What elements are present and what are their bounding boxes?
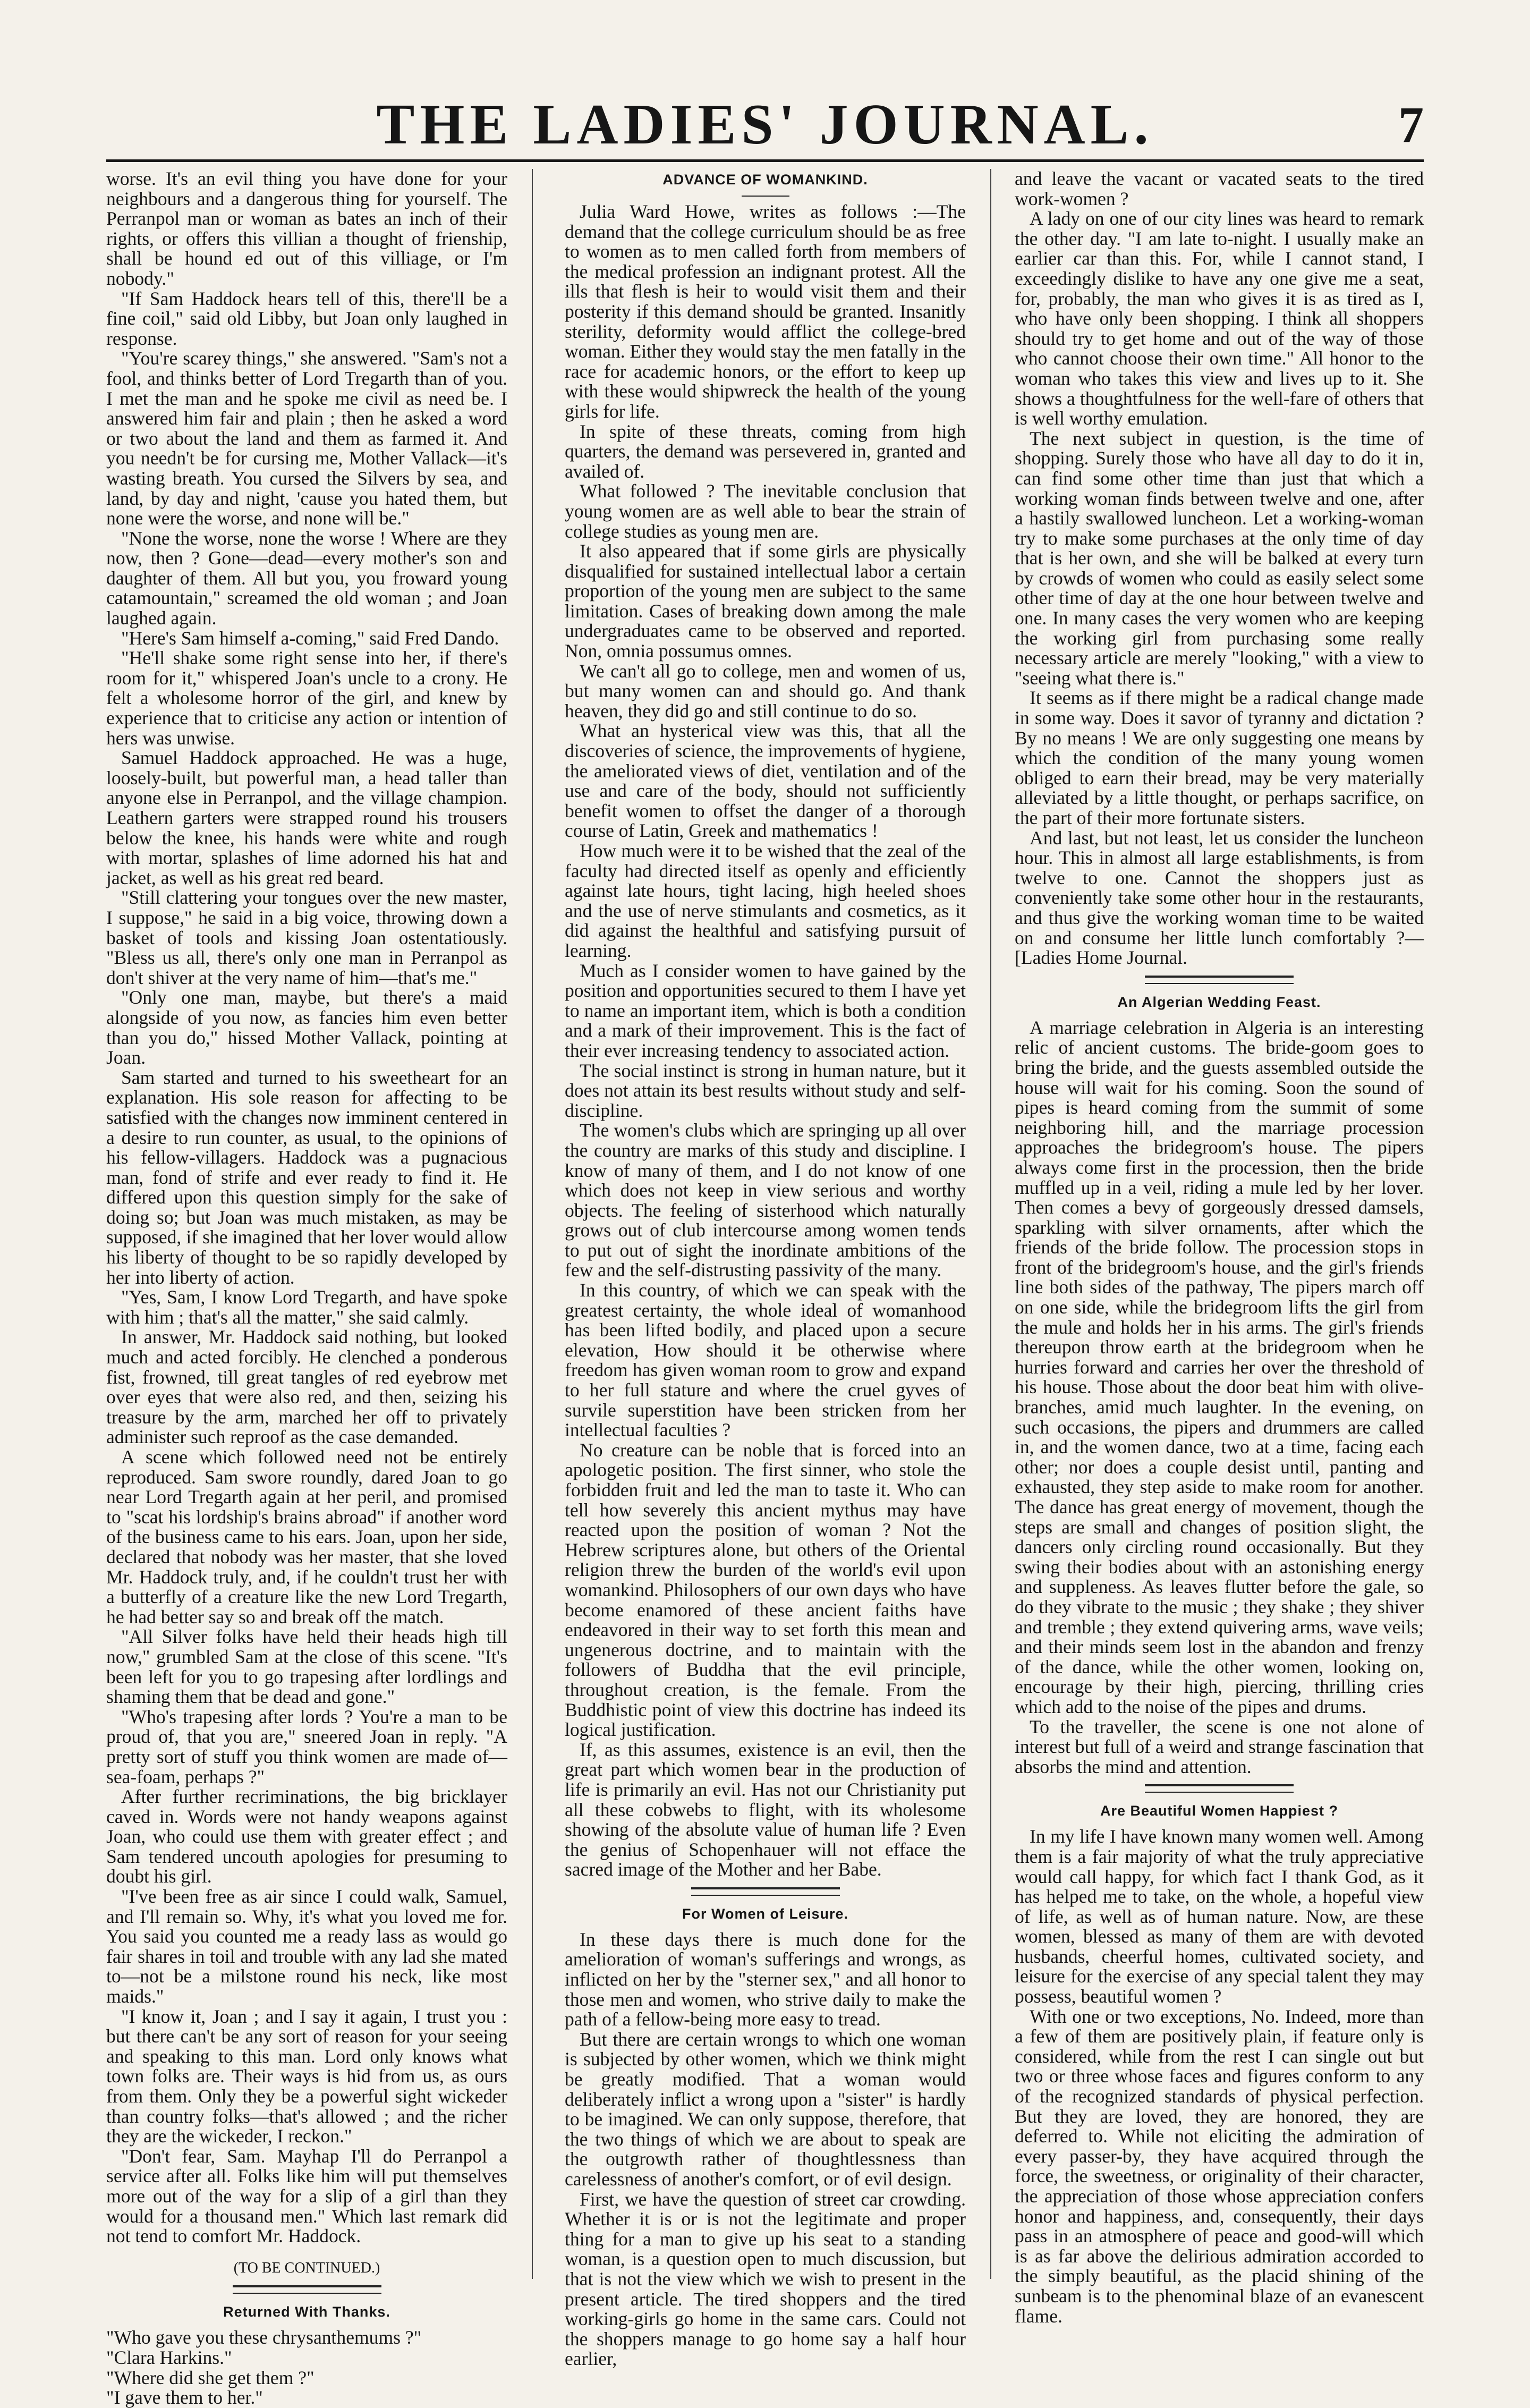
paragraph: "Who's trapesing after lords ? You're a man to be proud of, that you are," sneered Joan in reply. "A pretty sort of stuff you think women are made of—sea-foam, perhaps ?"	[106, 1706, 507, 1787]
verse	[106, 2328, 507, 2407]
paragraph: No creature can be noble that is forced into an apologetic position. The first sinner, who stole the forbidden fruit and led the man to taste it. Who can tell how severely this ancient mythus may have reacted upon the position of woman ? Not the Hebrew scriptures alone, but others of the Oriental religion threw the burden of the world's evil upon womankind. Philosophers of our own days who have become enamored of these ancient faiths have endeavored in their way to set forth this mean and ungenerous doctrine, and to maintain with the followers of Buddha that the evil principle, throughout creation, is the female. From the Buddhistic point of view this doctrine has indeed its logical justification.	[565, 1439, 966, 1741]
paragraph: A marriage celebration in Algeria is an interesting relic of ancient customs. The bride-goom goes to bring the bride, and the guests assembled outside the house will wait for his coming. Soon the sound of pipes is heard coming from the summit of some neighboring hill, and the marriage procession approaches the bridegroom's house. The pipers always come first in the procession, then the bride muffled up in a veil, riding a mule led by her lover. Then comes a bevy of gorgeously dressed damsels, sparkling with silver ornaments, after which the friends of the bride follow. The procession stops in front of the bridegroom's house, and the girl's friends line both sides of the pathway, The pipers march off on one side, while the bridegroom lifts the girl from the mule and holds her in his arms. The girl's friends thereupon throw earth at the bridegroom when he hurries forward and carries her over the threshold of his house. Those about the door beat him with olive-branches, amid much laughter. In the evening, on such occasions, the pipers and drummers are called in, and the women dance, two at a time, facing each other; nor does a couple desist until, panting and exhausted, they step aside to make room for another. The dance has great energy of movement, though the steps are small and changes of position slight, the dancers only circling round occasionally. But they swing their bodies about with an astonishing energy and suppleness. As leaves flutter before the gale, so do they vibrate to the music ; they shake ; they shiver and tremble ; they extend quivering arms, wave veils; and their minds seem lost in the abandon and frenzy of the dance, while the other women, looking on, encourage by their high, piercing, thrilling cries which add to the noise of the pipes and drums.	[1015, 1016, 1424, 1717]
masthead-rule	[106, 159, 1424, 162]
paragraph: "Yes, Sam, I know Lord Tregarth, and have spoke with him ; that's all the matter," she said calmly.	[106, 1286, 507, 1328]
paragraph: Julia Ward Howe, writes as follows :—The demand that the college curriculum should be as free to women as to men called forth from members of the medical profession an indignant protest. All the ills that flesh is heir to would visit them and their posterity if this demand should be granted. Insanitly sterility, deformity would afflict the college-bred woman. Either they would stay the men fatally in the race for academic honors, or the effort to keep up with these would shipwreck the health of the young girls for life.	[565, 201, 966, 422]
story-continuation	[106, 169, 507, 2246]
journal-title: THE LADIES' JOURNAL.	[376, 93, 1154, 156]
article-heading: ADVANCE OF WOMANKIND.	[662, 172, 868, 188]
paragraph: "Here's Sam himself a-coming," said Fred Dando.	[121, 627, 499, 649]
heading-rule	[742, 196, 789, 197]
section-rule	[1145, 976, 1294, 984]
paragraph: We can't all go to college, men and women of us, but many women can and should go. And thank heaven, they did go and still continue to do so.	[565, 660, 966, 722]
section-heading: Returned With Thanks.	[223, 2304, 390, 2320]
paragraph: In these days there is much done for the amelioration of woman's sufferings and wrongs, as inflicted on her by the "sterner sex," and all honor to those men and women, who strive daily to make the path of a fellow-being more easy to tread.	[565, 1928, 966, 2030]
section-heading: For Women of Leisure.	[682, 1905, 849, 1922]
paragraph: How much were it to be wished that the zeal of the faculty had directed itself as openly and efficiently against late hours, tight lacing, high heeled shoes and the use of nerve stimulants and cosmetics, as it did against the healthful and satisfying pursuit of learning.	[565, 840, 966, 961]
column-3	[1015, 168, 1424, 2327]
section-rule	[233, 2285, 381, 2294]
paragraph: If, as this assumes, existence is an evil, then the great part which women bear in the production of life is primarily an evil. Has not our Christianity put all these cobwebs to flight, with its wholesome showing of the absolute value of human life ? Even the genius of Schopenhauer will not efface the sacred image of the Mother and her Babe.	[565, 1739, 966, 1880]
paragraph: "He'll shake some right sense into her, if there's room for it," whispered Joan's uncle to a crony. He felt a wholesome horror of the girl, and knew by experience that to criticise any action or intention of hers was unwise.	[106, 647, 507, 749]
paragraph: "If Sam Haddock hears tell of this, there'll be a fine coil," said old Libby, but Joan only laughed in response.	[106, 287, 507, 349]
verse-line: "Clara Harkins."	[106, 2346, 232, 2368]
section-heading: Are Beautiful Women Happiest ?	[1100, 1803, 1339, 1819]
to-be-continued: (TO BE CONTINUED.)	[233, 2259, 380, 2276]
paragraph: "I've been free as air since I could walk, Samuel, and I'll remain so. Why, it's what you loved me for. You said you counted me a ready lass as would go fair shares in toil and trouble with any lad she mated to—not be a milstone round his neck, like most maids."	[106, 1886, 507, 2007]
verse-line: "Who gave you these chrysanthemums ?"	[106, 2327, 422, 2348]
paragraph: To the traveller, the scene is one not alone of interest but full of a weird and strange fascination that absorbs the mind and attention.	[1015, 1716, 1424, 1777]
paragraph: "You're scarey things," she answered. "Sam's not a fool, and thinks better of Lord Tregarth than of you. I met the man and he spoke me civil as need be. I answered him fair and plain ; then he asked a word or two about the land and them as farmed it. And you needn't be for cursing me, Mother Vallack—it's wasting breath. You cursed the Silvers by sea, and land, by day and night, 'cause you hated them, but none were the worse, and none will be."	[106, 347, 507, 529]
paragraph: In answer, Mr. Haddock said nothing, but looked much and acted forcibly. He clenched a ponderous fist, frowned, till great tangles of red eyebrow met over eyes that were also red, and then, seizing his treasure by the arm, marched her off to privately administer such reproof as the case demanded.	[106, 1326, 507, 1448]
page-number: 7	[1398, 96, 1424, 153]
paragraph: "All Silver folks have held their heads high till now," grumbled Sam at the close of this scene. "It's been left for you to go trapesing after lordlings and shaming them that be dead and gone."	[106, 1626, 507, 1708]
paragraph: What an hysterical view was this, that all the discoveries of science, the improvements of hygiene, the ameliorated views of diet, ventilation and of the use and care of the body, should not sufficiently benefit women to offset the danger of a thorough course of Latin, Greek and mathematics !	[565, 720, 966, 842]
paragraph: worse. It's an evil thing you have done for your neighbours and a dangerous thing for yourself. The Perranpol man or woman as bates an inch of their rights, or offers this villian a thought of frienship, shall be hound ed out of this villiage, or I'm nobody."	[106, 168, 507, 289]
section-rule	[1145, 1784, 1294, 1793]
paragraph: Sam started and turned to his sweetheart for an explanation. His sole reason for affecting to be satisfied with the changes now imminent centered in a desire to run counter, as usual, to the opinions of his fellow-villagers. Haddock was a pugnacious man, fond of strife and ever ready to find it. He differed upon this question simply for the sake of doing so; but Joan was much mistaken, as may be supposed, if she imagined that her lover would allow his liberty of thought to be so rapidly developed by her into liberty of action.	[106, 1066, 507, 1288]
section-rule	[691, 1887, 840, 1896]
column-divider	[990, 169, 991, 2279]
paragraph: In spite of these threats, coming from high quarters, the demand was persevered in, granted and availed of.	[565, 420, 966, 482]
verse-line: "I gave them to her."	[106, 2387, 263, 2408]
paragraph: "Still clattering your tongues over the new master, I suppose," he said in a big voice, throwing down a basket of tools and kissing Joan ostentatiously. "Bless us all, there's only one man in Perranpol as don't shiver at the very name of him—that's me."	[106, 887, 507, 988]
paragraph: "None the worse, none the worse ! Where are they now, then ? Gone—dead—every mother's son and daughter of them. All but you, you froward young catamountain," screamed the old woman ; and Joan laughed again.	[106, 527, 507, 629]
paragraph: First, we have the question of street car crowding. Whether it is or is not the legitimate and proper thing for a man to give up his seat to a standing woman, is a question open to much discussion, but that is not the view which we wish to present in the present article. The tired shoppers and the tired working-girls go home in the same cars. Could not the shoppers manage to go home say a half hour earlier,	[565, 2188, 966, 2370]
paragraph: The social instinct is strong in human nature, but it does not attain its best results without study and self-discipline.	[565, 1059, 966, 1121]
column-2	[565, 169, 966, 2370]
paragraph: The next subject in question, is the time of shopping. Surely those who have all day to do it in, can find some other time than just that which a working woman finds between twelve and one, after a hastily swallowed luncheon. Let a working-woman try to make some purchases at the only time of day that is her own, and she will be balked at every turn by crowds of women who could as easily select some other time of day at the one hour between twelve and one. In many cases the very women who are keeping the working girl from purchasing some really necessary article are merely "looking," with a view to "seeing what there is."	[1015, 427, 1424, 689]
paragraph: In my life I have known many women well. Among them is a fair majority of what the truly appreciative would call happy, for which fact I thank God, as it has helped me to take, on the whole, a hopeful view of life, as well as of human nature. Now, are these women, blessed as many of them are with devoted husbands, cheerful homes, cultivated society, and leisure for the exercise of any special talent they may possess, beautiful women ?	[1015, 1826, 1424, 2007]
paragraph: With one or two exceptions, No. Indeed, more than a few of them are positively plain, if feature only is considered, while from the rest I can single out but two or three whose faces and figures conform to any of the recognized standards of physical perfection. But they are loved, they are honored, they are deferred to. While not eliciting the admiration of every passer-by, they have acquired through the force, the sweetness, or originality of their character, the appreciation of those whose appreciation confers honor and happiness, and, consequently, their days pass in an atmosphere of peace and good-will which is as far above the delirious admiration accorded to the simply beautiful, as the placid shining of the sunbeam is to the phenominal blaze of an evanescent flame.	[1015, 2005, 1424, 2327]
section-heading: An Algerian Wedding Feast.	[1117, 994, 1321, 1010]
masthead	[106, 90, 1424, 159]
paragraph: But there are certain wrongs to which one woman is subjected by other women, which we think might be greatly modified. That a woman would deliberately inflict a wrong upon a "sister" is hardly to be imagined. We can only suppose, therefore, that the two things of which we are about to speak are the outgrowth rather of thoughtlessness than carelessness of another's comfort, or of evil design.	[565, 2028, 966, 2190]
paragraph: After further recriminations, the big bricklayer caved in. Words were not handy weapons against Joan, who could use them with greater effect ; and Sam tendered uncouth apologies for presuming to doubt his girl.	[106, 1786, 507, 1887]
paragraph: In this country, of which we can speak with the greatest certainty, the whole ideal of womanhood has been lifted bodily, and placed upon a secure elevation, How should it be otherwise where freedom has given woman room to grow and expand to her full stature and where the cruel gyves of survile superstition have been stricken from her intellectual faculties ?	[565, 1279, 966, 1441]
paragraph: "Only one man, maybe, but there's a maid alongside of you now, as fancies him even better than you do," hissed Mother Vallack, pointing at Joan.	[106, 987, 507, 1069]
paragraph: "I know it, Joan ; and I say it again, I trust you : but there can't be any sort of reason for your seeing and speaking to this man. Lord only knows what town folks are. Their ways is hid from us, as ours from them. Only they be a powerful sight wickeder than country folks—that's allowed ; and the richer they are the wickeder, I reckon."	[106, 2005, 507, 2147]
paragraph: Samuel Haddock approached. He was a huge, loosely-built, but powerful man, a head taller than anyone else in Perranpol, and the village champion. Leathern garters were strapped round his trousers below the knee, his hands were white and rough with mortar, splashes of lime adorned his hat and jacket, as well as his great red beard.	[106, 747, 507, 888]
paragraph: "Don't fear, Sam. Mayhap I'll do Perranpol a service after all. Folks like him will put themselves more out of the way for a slip of a girl than they would for a thousand men." Which last remark did not tend to comfort Mr. Haddock.	[106, 2145, 507, 2247]
paragraph: What followed ? The inevitable conclusion that young women are as well able to bear the strain of college studies as young men are.	[565, 480, 966, 542]
paragraph: It also appeared that if some girls are physically disqualified for sustained intellectual labor a certain proportion of the young men are subject to the same limitation. Cases of breaking down among the male undergraduates came to be observed and reported. Non, omnia possumus omnes.	[565, 540, 966, 662]
column-divider	[532, 169, 533, 2279]
paragraph: It seems as if there might be a radical change made in some way. Does it savor of tyranny and dictation ? By no means ! We are only suggesting one means by which the condition of the many young women obliged to earn their bread, may be very materially alleviated by a little thought, or perhaps sacrifice, on the part of their more fortunate sisters.	[1015, 687, 1424, 828]
paragraph: Much as I consider women to have gained by the position and opportunities secured to them I have yet to name an important item, which is both a condition and a mark of their improvement. This is the fact of their ever increasing tendency to associated action.	[565, 960, 966, 1061]
paragraph: And last, but not least, let us consider the luncheon hour. This in almost all large establishments, is from twelve to one. Cannot the shoppers just as conveniently take some other hour in the restaurants, and thus give the working woman time to be waited on and consume her little lunch comfortably ?—[Ladies Home Journal.	[1015, 827, 1424, 969]
paragraph: A lady on one of our city lines was heard to remark the other day. "I am late to-night. I usually make an earlier car than this. For, while I cannot stand, I exceedingly dislike to have any one give me a seat, for, probably, the man who gives it is as tired as I, who have only been shopping. I think all shoppers should try to get home and out of the way of those who cannot choose their own time." All honor to the woman who takes this view and lives up to it. She shows a thoughtfulness for the well-fare of others that is well worthy emulation.	[1015, 208, 1424, 429]
verse-line: "Where did she get them ?"	[106, 2367, 314, 2388]
column-1	[106, 168, 507, 2408]
paragraph: A scene which followed need not be entirely reproduced. Sam swore roundly, dared Joan to go near Lord Tregarth again at her peril, and promised to "scat his lordship's brains abroad" if another word of the business came to his ears. Joan, upon her side, declared that nobody was her master, that she loved Mr. Haddock truly, and, if he couldn't trust her with a butterfly of a creature like the new Lord Tregarth, he had better say so and break off the match.	[106, 1446, 507, 1627]
paragraph: and leave the vacant or vacated seats to the tired work-women ?	[1015, 168, 1424, 209]
paragraph: The women's clubs which are springing up all over the country are marks of this study and discipline. I know of many of them, and I do not know of one which does not keep in view serious and worthy objects. The feeling of sisterhood which naturally grows out of club intercourse among women tends to put out of sight the inordinate ambitions of the few and the self-distrusting passivity of the many.	[565, 1120, 966, 1281]
